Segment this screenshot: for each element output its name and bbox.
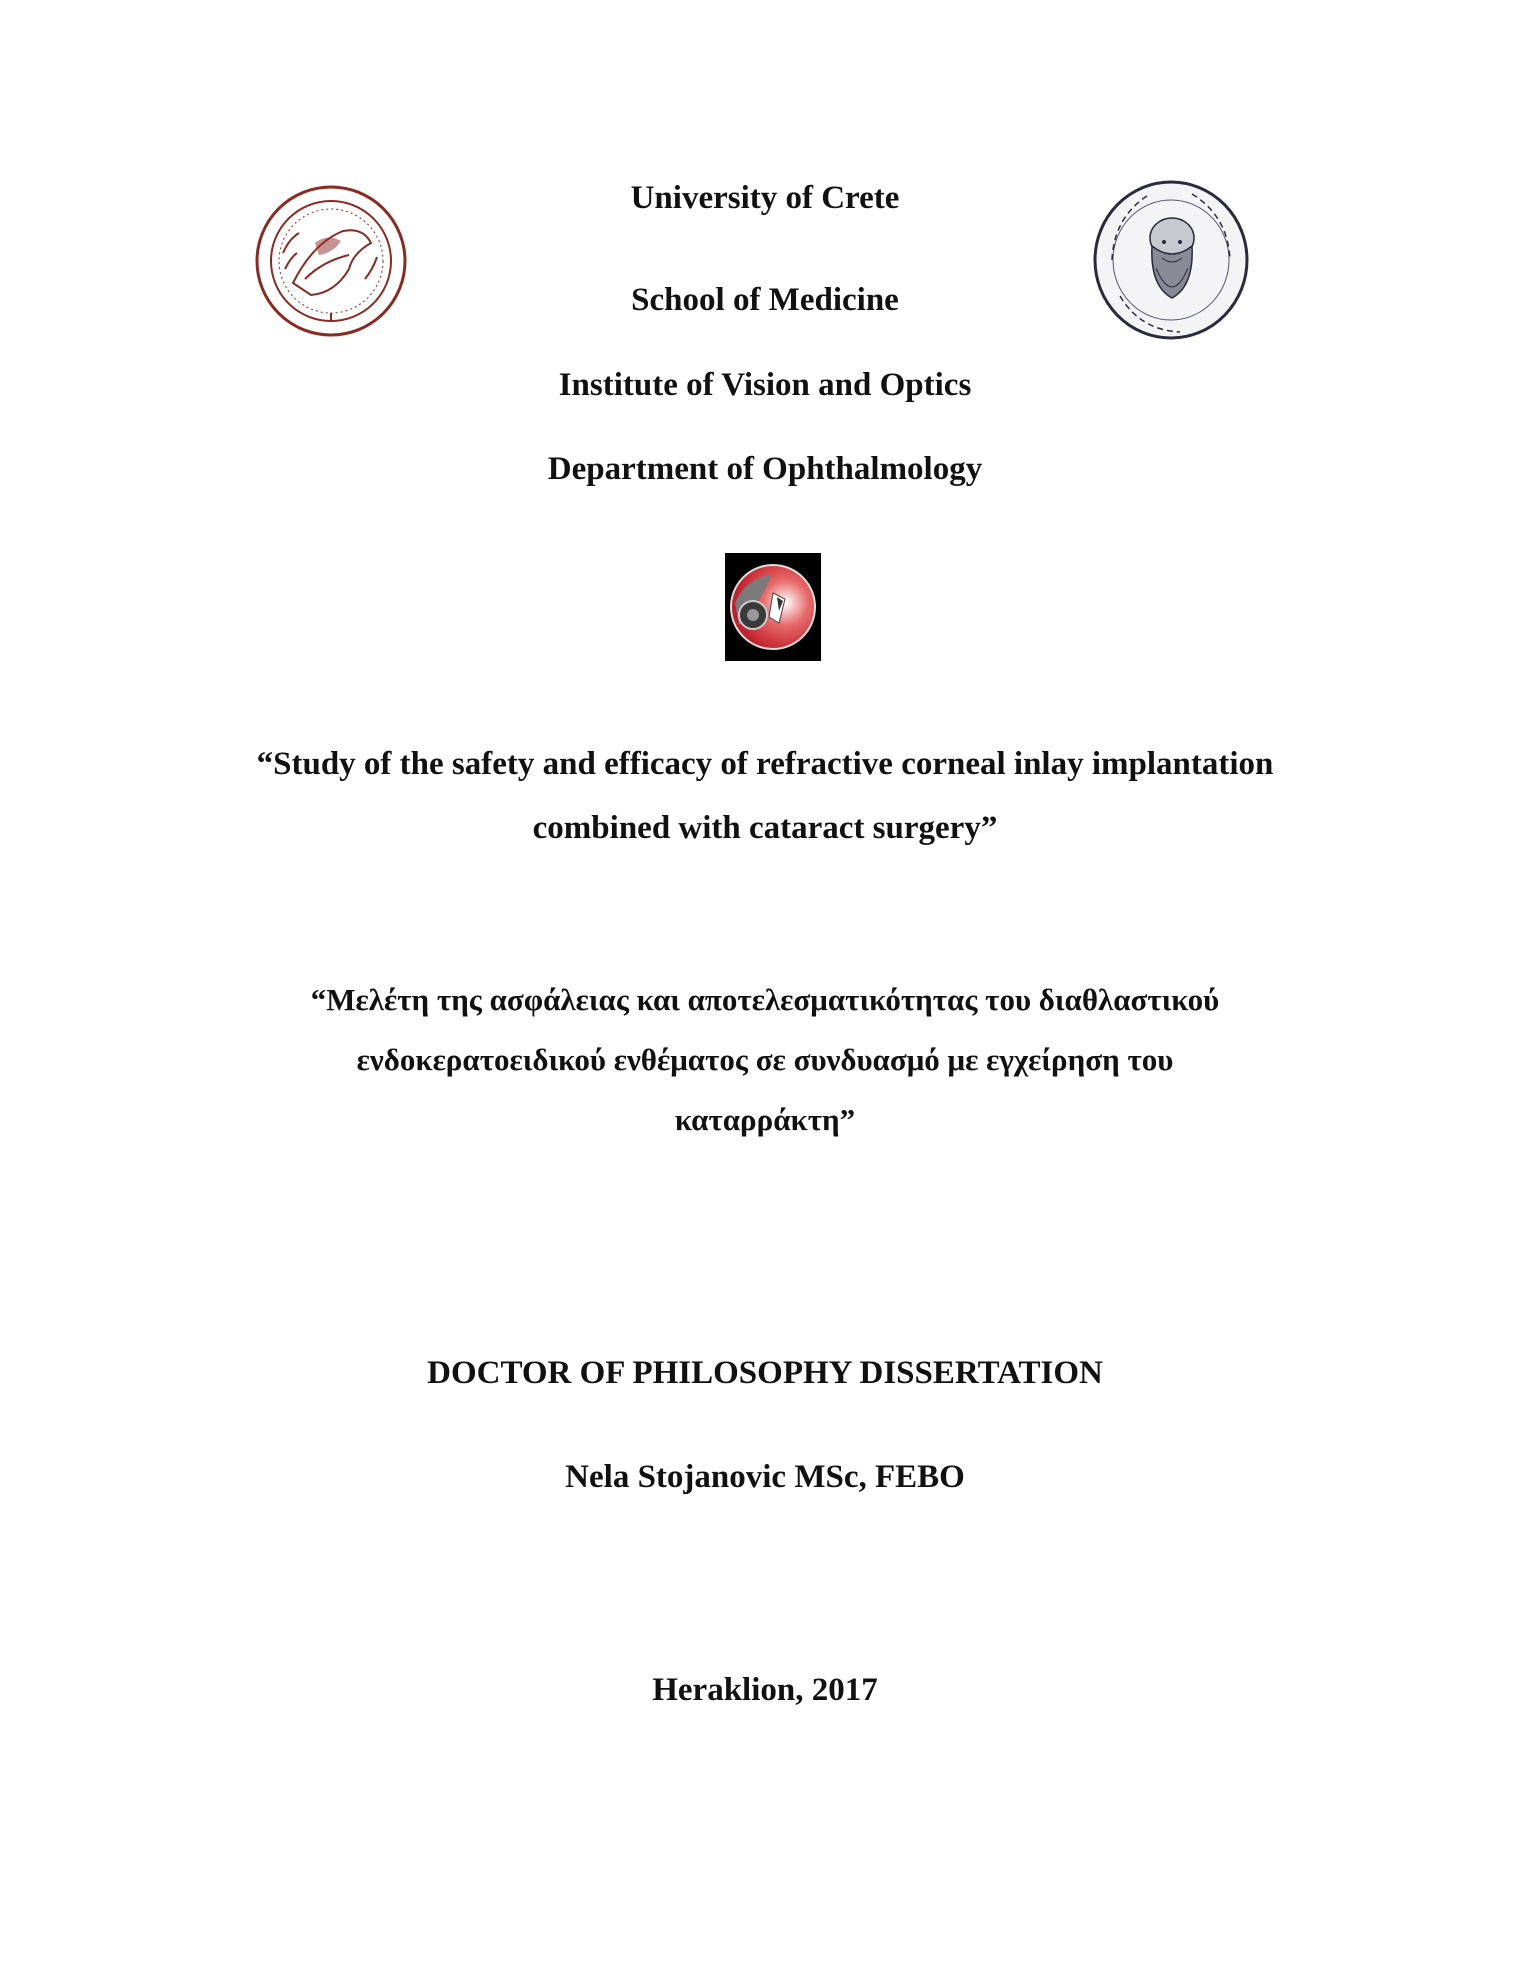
english-title-line-2: combined with cataract surgery” — [532, 810, 998, 846]
degree-type: DOCTOR OF PHILOSOPHY DISSERTATION — [427, 1355, 1103, 1391]
school-name: School of Medicine — [631, 282, 899, 318]
place-and-year: Heraklion, 2017 — [652, 1672, 878, 1708]
eye-emblem-icon — [725, 553, 821, 661]
greek-title-line-2: ενδοκερατοειδικού ενθέματος σε συνδυασμό με εγχείρηση του — [356, 1042, 1174, 1077]
author-name: Nela Stojanovic MSc, FEBO — [565, 1459, 965, 1495]
greek-title-line-3: καταρράκτη” — [674, 1102, 856, 1137]
vision-institute-logo — [725, 553, 821, 661]
university-name: University of Crete — [630, 180, 900, 216]
greek-title-line-1: “Μελέτη της ασφάλειας και αποτελεσματικότητας του διαθλαστικού — [310, 982, 1220, 1017]
department-name: Department of Ophthalmology — [547, 451, 983, 487]
english-title-line-1: “Study of the safety and efficacy of refractive corneal inlay implantation — [256, 746, 1274, 782]
institute-name: Institute of Vision and Optics — [558, 367, 972, 403]
